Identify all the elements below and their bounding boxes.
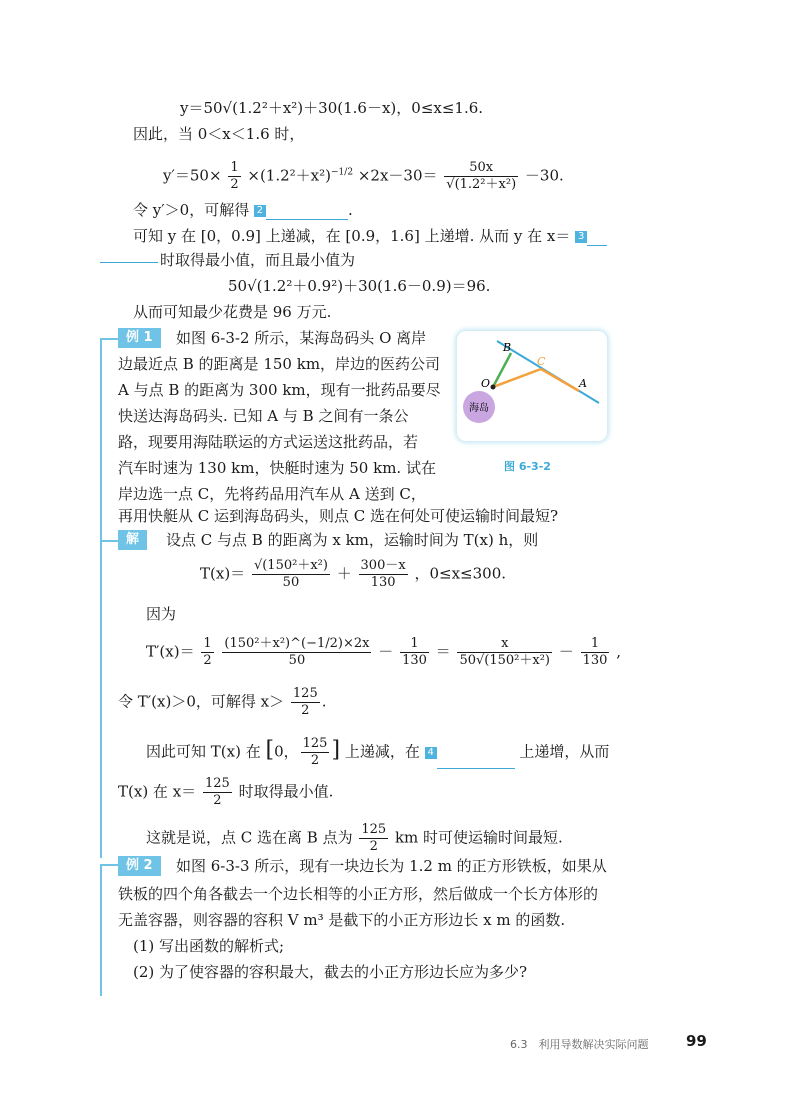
text-monotonic: 可知 y 在 [0，0.9] 上递减，在 [0.9，1.6] 上递增. 从而 y 在 x＝ 3 — [133, 226, 607, 246]
label-B: B — [503, 341, 512, 354]
solution-conclusion: 这就是说，点 C 选在离 B 点为 $\frac{125}{2}$ km 时可使运输时间最短. — [146, 822, 563, 854]
footer-section: 6.3 利用导数解决实际问题 — [510, 1038, 649, 1051]
formula-y: y＝50√(1.2²＋x²)＋30(1.6－x)，0≤x≤1.6. — [180, 99, 484, 117]
example-1-line-3: A 与点 B 的距离为 300 km，现有一批药品要尽 — [118, 381, 441, 399]
fraction-50x: $\frac{50x}{\text{√(1.2²＋x²)}}$ — [446, 160, 517, 192]
page-number: 99 — [686, 1032, 707, 1050]
island-label: 海岛 — [469, 403, 489, 414]
tab-line-example1 — [100, 338, 118, 340]
answer-blank-3a[interactable] — [587, 229, 607, 246]
answer-blank-3b[interactable] — [100, 246, 158, 263]
label-A: A — [579, 377, 587, 390]
blank-number-2: 2 — [254, 205, 266, 217]
blank-number-4: 4 — [425, 747, 437, 759]
example-2-line-2: 铁板的四个角各截去一个边长相等的小正方形，然后做成一个长方体形的 — [118, 885, 599, 903]
example-1-line-2: 边最近点 B 的距离是 150 km，岸边的医药公司 — [118, 355, 441, 373]
example-1-line-6: 汽车时速为 130 km，快艇时速为 50 km. 试在 — [118, 459, 436, 477]
figure-caption: 图 6-3-2 — [504, 460, 551, 473]
text-min-cost: 从而可知最少花费是 96 万元. — [133, 303, 332, 321]
example-1-line-5: 路，现要用海陆联运的方式运送这批药品，若 — [118, 433, 419, 451]
formula-T-prime: T′(x)＝ $\frac{1}{2}$ $\frac{\text{(150²＋x²)\textasciicircum{}(−1/2)×2x}}{50}$ － $\frac{1}{130}$ ＝ $\frac{x}{\text{50√(150²＋x²)}}$ － $\frac{1}{130}$ , — [146, 636, 621, 668]
figure-6-3-2 — [456, 330, 608, 442]
answer-blank-4[interactable] — [437, 752, 515, 769]
tab-line-solution — [100, 540, 118, 542]
answer-blank-2[interactable] — [266, 203, 348, 220]
formula-y-prime: y′＝50× $\frac{1}{2}$ $\times(1.2^2+x^2)^{-1/2} \times 2x-30=$ $\frac{50x}{\text{√(1.2²＋x²)}}$ －30. — [163, 160, 564, 192]
figure-diagram — [457, 331, 607, 441]
label-O: O — [481, 377, 491, 390]
example-1-line-1: 如图 6-3-2 所示，某海岛码头 O 离岸 — [176, 329, 427, 347]
solution-line-1: 设点 C 与点 B 的距离为 x km，运输时间为 T(x) h，则 — [166, 531, 539, 549]
left-bar-example1 — [100, 338, 102, 858]
text-therefore: 因此，当 0＜x＜1.6 时， — [133, 125, 305, 143]
example-2-question-1: (1) 写出函数的解析式; — [133, 937, 285, 955]
solution-because: 因为 — [146, 605, 177, 623]
text-min-at: 时取得最小值，而且最小值为 — [160, 251, 356, 269]
formula-T: T(x)＝ $\frac{\text{√(150²＋x²)}}{50}$ ＋ $\frac{300-x}{130}$ ，0≤x≤300. — [200, 558, 507, 590]
label-C: C — [537, 355, 546, 368]
formula-min-value: 50√(1.2²＋0.9²)＋30(1.6－0.9)＝96. — [228, 277, 491, 295]
text-let-y-prime: 令 y′＞0，可解得 2 . — [133, 201, 353, 219]
example-2-line-3: 无盖容器，则容器的容积 V m³ 是截下的小正方形边长 x m 的函数. — [118, 911, 566, 929]
example-2-question-2: (2) 为了使容器的容积最大，截去的小正方形边长应为多少? — [133, 963, 528, 981]
solution-min-at: T(x) 在 x＝ $\frac{125}{2}$ 时取得最小值. — [118, 776, 334, 808]
fraction-half: $\frac{1}{2}$ — [230, 160, 239, 192]
solution-monotonic: 因此可知 T(x) 在 [0， $\frac{125}{2}$ ] 上递减，在 4 上递增，从而 — [146, 736, 610, 768]
point-O — [491, 385, 496, 390]
segment-CA — [541, 369, 579, 391]
example-1-line-8: 再用快艇从 C 运到海岛码头，则点 C 选在何处可使运输时间最短? — [118, 507, 559, 525]
blank-number-3: 3 — [575, 231, 587, 243]
example-2-line-1: 如图 6-3-3 所示，现有一块边长为 1.2 m 的正方形铁板，如果从 — [176, 857, 607, 875]
example-1-line-4: 快送达海岛码头. 已知 A 与 B 之间有一条公 — [118, 407, 409, 425]
solution-let-T-prime: 令 T′(x)＞0，可解得 x＞ $\frac{125}{2}$ . — [118, 686, 327, 718]
example-2-tag: 例 2 — [118, 856, 161, 876]
tab-line-example2 — [100, 864, 118, 866]
left-bar-example2 — [100, 864, 102, 996]
example-1-tag: 例 1 — [118, 328, 161, 348]
solution-tag: 解 — [118, 530, 147, 550]
example-1-line-7: 岸边选一点 C，先将药品用汽车从 A 送到 C， — [118, 485, 426, 503]
